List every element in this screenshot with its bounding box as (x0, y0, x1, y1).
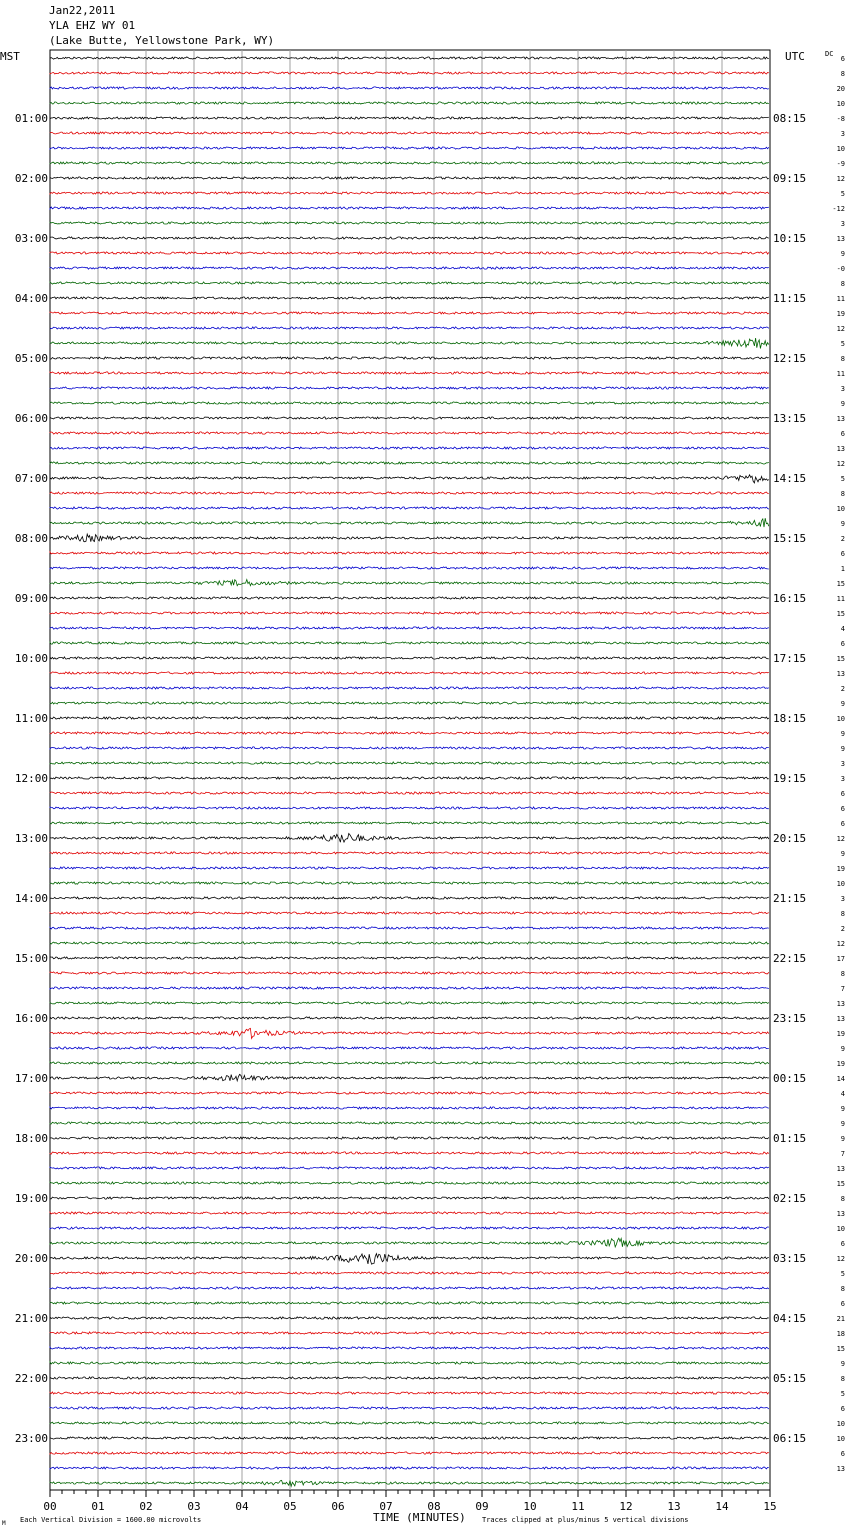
right-hour-label: 16:15 (773, 592, 807, 605)
dc-offset-label: 6 (840, 820, 845, 828)
dc-offset-label: 3 (840, 130, 845, 138)
dc-offset-label: 8 (840, 355, 845, 363)
trace-row (50, 807, 769, 809)
left-hour-label: 16:00 (14, 1012, 48, 1025)
trace-row (50, 657, 769, 659)
dc-offset-label: 6 (840, 55, 845, 63)
record-date: Jan22,2011 (49, 4, 116, 17)
x-tick-label: 04 (235, 1500, 249, 1513)
trace-row (50, 822, 769, 824)
trace-row (50, 1377, 769, 1379)
dc-offset-label: 2 (840, 535, 845, 543)
dc-offset-label: 9 (840, 1120, 845, 1128)
trace-row (50, 1272, 769, 1274)
dc-offset-label: 10 (836, 145, 845, 153)
dc-offset-label: 3 (840, 775, 845, 783)
trace-row (50, 834, 769, 843)
trace-row (50, 1182, 769, 1184)
x-tick-label: 02 (139, 1500, 153, 1513)
right-hour-label: 13:15 (773, 412, 807, 425)
trace-row (50, 177, 769, 179)
trace-row (50, 672, 769, 674)
trace-row (50, 762, 769, 764)
trace-row (50, 1287, 769, 1289)
trace-row (50, 1197, 769, 1199)
dc-offset-label: 9 (840, 1360, 845, 1368)
trace-row (50, 282, 769, 284)
left-hour-label: 15:00 (14, 952, 48, 965)
dc-offset-label: 8 (840, 1195, 845, 1203)
dc-offset-label: 6 (840, 640, 845, 648)
clip-note: Traces clipped at plus/minus 5 vertical divisions (482, 1516, 689, 1524)
trace-row (50, 132, 769, 134)
dc-offset-label: 9 (840, 1105, 845, 1113)
dc-offset-label: 8 (840, 280, 845, 288)
left-hour-label: 14:00 (14, 892, 48, 905)
dc-offset-label: 2 (840, 925, 845, 933)
left-hour-label: 23:00 (14, 1432, 48, 1445)
dc-offset-label: 7 (840, 1150, 845, 1158)
right-hour-label: 04:15 (773, 1312, 807, 1325)
trace-row (50, 357, 769, 359)
trace-row (50, 942, 769, 944)
dc-offset-label: 7 (840, 985, 845, 993)
right-hour-label: 10:15 (773, 232, 807, 245)
dc-offset-label: 8 (840, 910, 845, 918)
trace-row (50, 1167, 769, 1169)
left-hour-label: 21:00 (14, 1312, 48, 1325)
trace-row (50, 1480, 769, 1486)
trace-row (50, 1317, 769, 1319)
trace-row (50, 1107, 769, 1109)
dc-offset-label: 13 (836, 1015, 845, 1023)
dc-offset-label: 13 (836, 670, 845, 678)
trace-row (50, 732, 769, 734)
dc-offset-label: 8 (840, 490, 845, 498)
right-hour-label: 17:15 (773, 652, 807, 665)
dc-offset-label: 11 (836, 595, 845, 603)
trace-row (50, 1332, 769, 1334)
left-hour-label: 19:00 (14, 1192, 48, 1205)
trace-row (50, 792, 769, 794)
dc-offset-label: 12 (836, 175, 845, 183)
right-hour-label: 21:15 (773, 892, 807, 905)
trace-row (50, 462, 769, 464)
dc-offset-label: -12 (832, 205, 845, 213)
trace-row (50, 1347, 769, 1349)
dc-offset-label: 8 (840, 970, 845, 978)
trace-row (50, 534, 769, 542)
trace-row (50, 102, 769, 104)
dc-offset-label: 10 (836, 505, 845, 513)
right-hour-label: 03:15 (773, 1252, 807, 1265)
trace-row (50, 1028, 769, 1038)
left-hour-label: 20:00 (14, 1252, 48, 1265)
left-timezone-label: MST (0, 50, 20, 63)
dc-offset-label: 8 (840, 1375, 845, 1383)
dc-offset-label: 15 (836, 580, 845, 588)
dc-offset-label: 10 (836, 1435, 845, 1443)
trace-row (50, 1152, 769, 1154)
dc-offset-label: 9 (840, 400, 845, 408)
right-hour-label: 02:15 (773, 1192, 807, 1205)
dc-offset-label: 2 (840, 685, 845, 693)
x-tick-label: 05 (283, 1500, 297, 1513)
trace-row (50, 207, 769, 209)
trace-row (50, 1227, 769, 1229)
trace-row (50, 237, 769, 239)
trace-row (50, 987, 769, 989)
trace-row (50, 1047, 769, 1049)
trace-row (50, 627, 769, 629)
right-hour-label: 23:15 (773, 1012, 807, 1025)
trace-row (50, 1074, 769, 1080)
dc-offset-label: 6 (840, 805, 845, 813)
x-tick-label: 08 (427, 1500, 441, 1513)
right-hour-label: 00:15 (773, 1072, 807, 1085)
trace-row (50, 1122, 769, 1124)
left-hour-label: 17:00 (14, 1072, 48, 1085)
trace-row (50, 87, 769, 89)
trace-row (50, 597, 769, 599)
dc-offset-label: 6 (840, 1405, 845, 1413)
dc-offset-label: 14 (836, 1075, 845, 1083)
trace-row (50, 612, 769, 614)
right-hour-label: 08:15 (773, 112, 807, 125)
left-hour-label: 06:00 (14, 412, 48, 425)
dc-offset-label: 19 (836, 1060, 845, 1068)
trace-row (50, 957, 769, 959)
dc-offset-label: 6 (840, 1240, 845, 1248)
right-hour-label: 12:15 (773, 352, 807, 365)
trace-row (50, 327, 769, 329)
x-tick-label: 13 (667, 1500, 681, 1513)
trace-row (50, 117, 769, 119)
dc-offset-label: -8 (836, 115, 845, 123)
trace-row (50, 687, 769, 689)
trace-row (50, 1002, 769, 1004)
dc-offset-label: 4 (840, 1090, 845, 1098)
trace-row (50, 580, 769, 586)
scale-note: Each Vertical Division = 1600.00 microvolts (20, 1516, 202, 1524)
left-hour-label: 13:00 (14, 832, 48, 845)
x-tick-label: 00 (43, 1500, 57, 1513)
trace-row (50, 72, 769, 74)
trace-row (50, 1062, 769, 1064)
dc-offset-label: 19 (836, 865, 845, 873)
dc-offset-label: 12 (836, 1255, 845, 1263)
dc-offset-label: 9 (840, 745, 845, 753)
trace-row (50, 1437, 769, 1439)
dc-offset-label: -0 (836, 265, 845, 273)
dc-offset-label: 15 (836, 1180, 845, 1188)
left-hour-label: 09:00 (14, 592, 48, 605)
x-axis-title: TIME (MINUTES) (373, 1511, 466, 1524)
trace-row (50, 475, 769, 483)
trace-row (50, 897, 769, 899)
trace-row (50, 747, 769, 749)
trace-row (50, 387, 769, 389)
dc-offset-label: 10 (836, 100, 845, 108)
dc-offset-label: 5 (840, 1390, 845, 1398)
trace-row (50, 507, 769, 509)
dc-offset-label: 10 (836, 1420, 845, 1428)
dc-offset-label: 3 (840, 895, 845, 903)
dc-offset-label: 13 (836, 1165, 845, 1173)
dc-offset-label: 12 (836, 325, 845, 333)
dc-offset-label: 10 (836, 715, 845, 723)
trace-row (50, 867, 769, 869)
x-tick-label: 01 (91, 1500, 105, 1513)
dc-offset-label: 8 (840, 1285, 845, 1293)
dc-offset-label: 15 (836, 610, 845, 618)
right-hour-label: 05:15 (773, 1372, 807, 1385)
dc-offset-label: 5 (840, 475, 845, 483)
dc-offset-label: 10 (836, 1225, 845, 1233)
trace-row (50, 1137, 769, 1139)
dc-offset-label: 19 (836, 1030, 845, 1038)
trace-row (50, 777, 769, 779)
left-hour-label: 10:00 (14, 652, 48, 665)
dc-offset-label: 20 (836, 85, 845, 93)
dc-offset-label: 11 (836, 295, 845, 303)
right-hour-label: 20:15 (773, 832, 807, 845)
dc-offset-label: 6 (840, 550, 845, 558)
trace-row (50, 642, 769, 644)
trace-row (50, 147, 769, 149)
x-tick-label: 03 (187, 1500, 201, 1513)
station-location: (Lake Butte, Yellowstone Park, WY) (49, 34, 275, 47)
dc-offset-label: 15 (836, 655, 845, 663)
dc-header-label: DC (825, 50, 834, 58)
dc-offset-label: 10 (836, 880, 845, 888)
trace-row (50, 1212, 769, 1214)
dc-offset-label: 6 (840, 430, 845, 438)
trace-row (50, 1092, 769, 1094)
dc-offset-label: 6 (840, 1450, 845, 1458)
x-tick-label: 15 (763, 1500, 777, 1513)
right-hour-label: 09:15 (773, 172, 807, 185)
dc-offset-label: 4 (840, 625, 845, 633)
dc-offset-label: 8 (840, 70, 845, 78)
trace-row (50, 717, 769, 719)
trace-row (50, 927, 769, 929)
dc-offset-label: 12 (836, 460, 845, 468)
dc-offset-label: 1 (840, 565, 845, 573)
dc-offset-label: 9 (840, 250, 845, 258)
dc-offset-label: 9 (840, 1135, 845, 1143)
corner-mark: M (2, 1520, 6, 1527)
dc-offset-label: 5 (840, 190, 845, 198)
trace-row (50, 1238, 769, 1247)
x-tick-label: 12 (619, 1500, 633, 1513)
left-hour-label: 02:00 (14, 172, 48, 185)
left-hour-label: 12:00 (14, 772, 48, 785)
trace-row (50, 447, 769, 449)
left-hour-label: 03:00 (14, 232, 48, 245)
right-hour-label: 22:15 (773, 952, 807, 965)
dc-offset-label: 13 (836, 1465, 845, 1473)
dc-offset-label: 6 (840, 790, 845, 798)
trace-row (50, 1407, 769, 1409)
dc-offset-label: 13 (836, 445, 845, 453)
dc-offset-label: 13 (836, 415, 845, 423)
trace-row (50, 162, 769, 164)
left-hour-label: 11:00 (14, 712, 48, 725)
dc-offset-label: 12 (836, 835, 845, 843)
dc-offset-label: 5 (840, 1270, 845, 1278)
trace-row (50, 297, 769, 299)
trace-row (50, 252, 769, 254)
trace-row (50, 852, 769, 854)
right-hour-label: 19:15 (773, 772, 807, 785)
right-hour-label: 01:15 (773, 1132, 807, 1145)
right-hour-label: 15:15 (773, 532, 807, 545)
trace-row (50, 1392, 769, 1394)
trace-row (50, 567, 769, 569)
trace-row (50, 912, 769, 914)
x-tick-label: 06 (331, 1500, 345, 1513)
dc-offset-label: 13 (836, 1210, 845, 1218)
trace-row (50, 1422, 769, 1424)
dc-offset-label: 11 (836, 370, 845, 378)
right-hour-label: 18:15 (773, 712, 807, 725)
dc-offset-label: 9 (840, 700, 845, 708)
dc-offset-label: 9 (840, 850, 845, 858)
left-hour-label: 01:00 (14, 112, 48, 125)
trace-row (50, 1452, 769, 1454)
trace-row (50, 1017, 769, 1019)
trace-row (50, 417, 769, 419)
dc-offset-label: 17 (836, 955, 845, 963)
trace-row (50, 432, 769, 434)
trace-row (50, 1467, 769, 1469)
dc-offset-label: 3 (840, 760, 845, 768)
right-hour-label: 14:15 (773, 472, 807, 485)
dc-offset-label: 12 (836, 940, 845, 948)
dc-offset-label: 9 (840, 520, 845, 528)
trace-row (50, 372, 769, 374)
left-hour-label: 07:00 (14, 472, 48, 485)
trace-row (50, 222, 769, 224)
trace-row (50, 312, 769, 314)
trace-row (50, 57, 769, 59)
right-timezone-label: UTC (785, 50, 805, 63)
x-tick-label: 11 (571, 1500, 585, 1513)
dc-offset-label: 18 (836, 1330, 845, 1338)
dc-offset-label: -9 (836, 160, 845, 168)
trace-row (50, 882, 769, 884)
left-hour-label: 04:00 (14, 292, 48, 305)
trace-row (50, 518, 769, 527)
dc-offset-label: 19 (836, 310, 845, 318)
trace-row (50, 492, 769, 494)
dc-offset-label: 6 (840, 1300, 845, 1308)
dc-offset-label: 9 (840, 1045, 845, 1053)
right-hour-label: 06:15 (773, 1432, 807, 1445)
trace-row (50, 267, 769, 269)
trace-row (50, 1362, 769, 1364)
trace-row (50, 1254, 769, 1265)
dc-offset-label: 15 (836, 1345, 845, 1353)
dc-offset-label: 3 (840, 220, 845, 228)
dc-offset-label: 21 (836, 1315, 845, 1323)
dc-offset-label: 5 (840, 340, 845, 348)
dc-offset-label: 13 (836, 235, 845, 243)
trace-row (50, 972, 769, 974)
dc-offset-label: 3 (840, 385, 845, 393)
left-hour-label: 05:00 (14, 352, 48, 365)
left-hour-label: 08:00 (14, 532, 48, 545)
station-code: YLA EHZ WY 01 (49, 19, 136, 32)
x-tick-label: 14 (715, 1500, 729, 1513)
left-hour-label: 18:00 (14, 1132, 48, 1145)
dc-offset-label: 9 (840, 730, 845, 738)
right-hour-label: 11:15 (773, 292, 807, 305)
trace-row (50, 338, 769, 349)
trace-row (50, 702, 769, 704)
trace-row (50, 552, 769, 554)
trace-row (50, 402, 769, 404)
x-tick-label: 10 (523, 1500, 537, 1513)
x-tick-label: 09 (475, 1500, 489, 1513)
dc-offset-label: 13 (836, 1000, 845, 1008)
trace-row (50, 1302, 769, 1304)
x-tick-label: 07 (379, 1500, 393, 1513)
left-hour-label: 22:00 (14, 1372, 48, 1385)
trace-row (50, 192, 769, 194)
